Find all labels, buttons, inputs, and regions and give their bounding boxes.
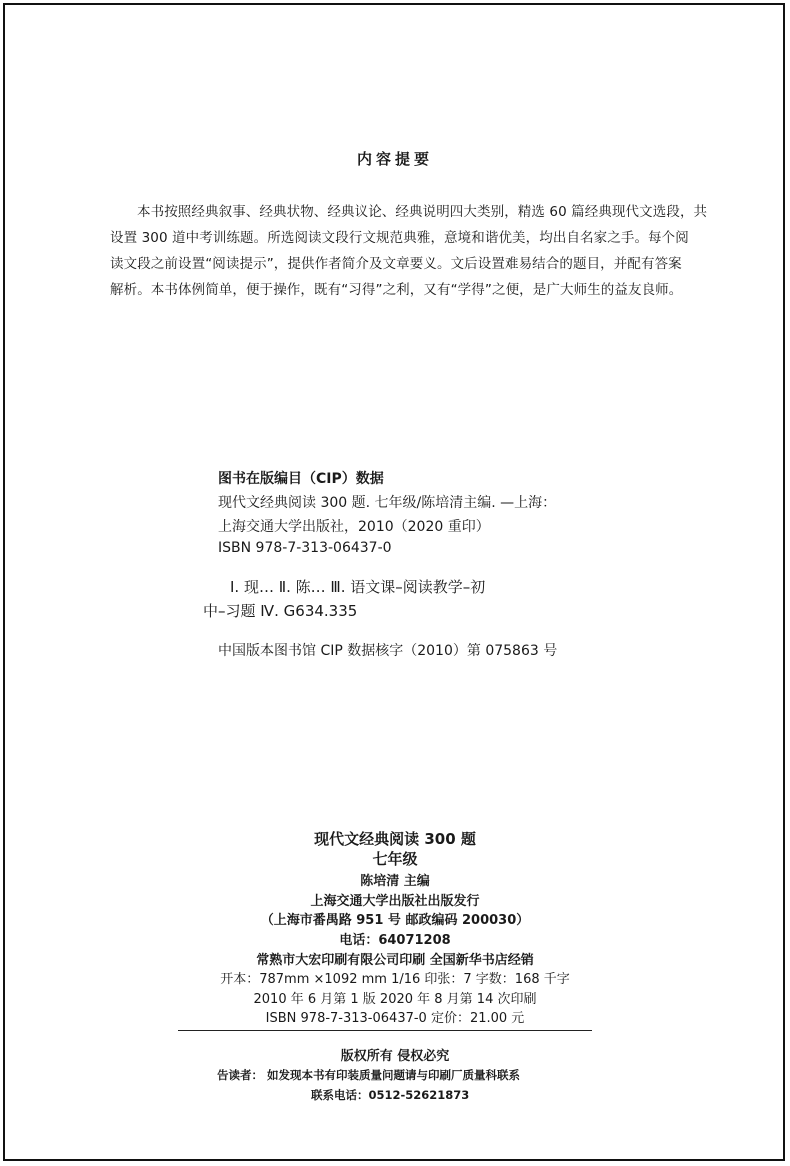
- book-grade: 七年级: [372, 850, 418, 868]
- book-publisher: 上海交通大学出版社出版发行: [310, 894, 480, 909]
- publisher-phone: 电话：64071208: [339, 933, 451, 948]
- summary-line-3: 读文段之前设置“阅读提示”，提供作者简介及文章要义。文后设置难易结合的题目，并配有答案: [110, 256, 682, 272]
- cip-title-line: 现代文经典阅读 300 题. 七年级/陈培清主编. —上海：: [218, 495, 557, 511]
- edition-info: 2010 年 6 月第 1 版 2020 年 8 月第 14 次印刷: [253, 992, 537, 1007]
- cip-isbn: ISBN 978-7-313-06437-0: [218, 540, 392, 556]
- cip-publisher-line: 上海交通大学出版社，2010（2020 重印）: [218, 519, 490, 535]
- book-title: 现代文经典阅读 300 题: [314, 830, 476, 848]
- summary-line-1: 本书按照经典叙事、经典状物、经典议论、经典说明四大类别，精选 60 篇经典现代文选段，共: [137, 204, 708, 220]
- isbn-price: ISBN 978-7-313-06437-0 定价：21.00 元: [265, 1011, 525, 1026]
- cip-classification-1: Ⅰ. 现… Ⅱ. 陈… Ⅲ. 语文课–阅读教学–初: [230, 578, 486, 596]
- book-format: 开本：787mm ×1092 mm 1/16 印张：7 字数：168 千字: [220, 972, 570, 987]
- summary-line-4: 解析。本书体例简单，便于操作，既有“习得”之利，又有“学得”之便，是广大师生的益友良师。: [110, 282, 683, 298]
- cip-heading: 图书在版编目（CIP）数据: [218, 471, 384, 487]
- divider-rule: [178, 1030, 592, 1031]
- publisher-address: （上海市番禺路 951 号 邮政编码 200030）: [260, 913, 530, 928]
- book-editor: 陈培清 主编: [360, 874, 430, 889]
- reader-notice: 告读者： 如发现本书有印装质量问题请与印刷厂质量科联系: [217, 1068, 521, 1082]
- printer-distributor: 常熟市大宏印刷有限公司印刷 全国新华书店经销: [256, 953, 534, 968]
- summary-line-2: 设置 300 道中考训练题。所选阅读文段行文规范典雅，意境和谐优美，均出自名家之手。每个阅: [110, 230, 689, 246]
- summary-title: 内容提要: [356, 150, 433, 168]
- cip-verification: 中国版本图书馆 CIP 数据核字（2010）第 075863 号: [218, 643, 558, 659]
- contact-phone: 联系电话：0512-52621873: [311, 1088, 470, 1102]
- copyright-notice: 版权所有 侵权必究: [340, 1049, 450, 1064]
- cip-classification-2: 中–习题 Ⅳ. G634.335: [203, 602, 358, 620]
